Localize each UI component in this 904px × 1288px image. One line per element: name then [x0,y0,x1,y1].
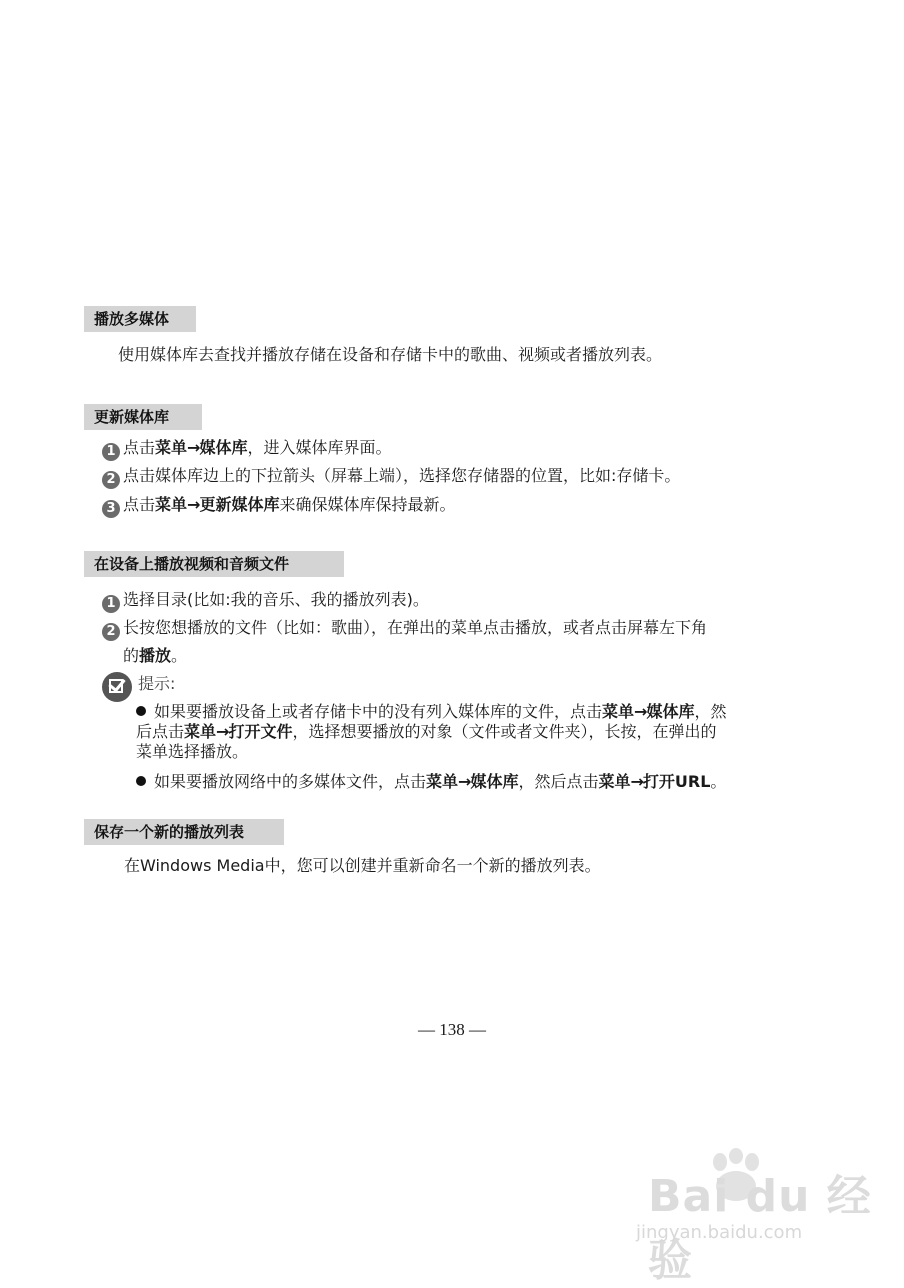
device-step-1: 1 选择目录(比如:我的音乐、我的播放列表)。 [102,590,429,613]
step-number-badge: 3 [102,500,120,518]
step-number-badge: 2 [102,623,120,641]
section-heading-play-on-device: 在设备上播放视频和音频文件 [84,551,344,577]
section-heading-save-playlist: 保存一个新的播放列表 [84,819,284,845]
step-number-badge: 2 [102,471,120,489]
update-step-2: 2 点击媒体库边上的下拉箭头（屏幕上端），选择您存储器的位置，比如:存储卡。 [102,466,680,489]
bullet-dot-icon [136,706,146,716]
update-step-1: 1 点击菜单→媒体库，进入媒体库界面。 [102,438,391,461]
bullet-dot-icon [136,776,146,786]
device-step-2: 2 长按您想播放的文件（比如：歌曲），在弹出的菜单点击播放，或者点击屏幕左下角 [102,618,707,641]
device-step-2-continued: 的播放。 [123,646,188,665]
section-heading-play-media: 播放多媒体 [84,306,196,332]
step-number-badge: 1 [102,443,120,461]
tip-label: 提示: [138,674,176,693]
tip-item-2: 如果要播放网络中的多媒体文件，点击菜单→媒体库，然后点击菜单→打开URL。 [136,772,726,792]
watermark-url: jingyan.baidu.com [636,1222,803,1243]
save-playlist-text: 在Windows Media中，您可以创建并重新命名一个新的播放列表。 [124,856,601,875]
watermark-brand: Bai du 经验 [648,1171,872,1286]
section-heading-update-library: 更新媒体库 [84,404,202,430]
update-step-3: 3 点击菜单→更新媒体库来确保媒体库保持最新。 [102,495,455,518]
step-number-badge: 1 [102,595,120,613]
play-media-text: 使用媒体库去查找并播放存储在设备和存储卡中的歌曲、视频或者播放列表。 [118,345,663,364]
checkbox-tip-icon [102,672,132,702]
tip-item-1: 如果要播放设备上或者存储卡中的没有列入媒体库的文件，点击菜单→媒体库，然 后点击菜单→打开文件，选择想要播放的对象（文件或者文件夹），长按，在弹出的 菜单选择播放。 [136,702,727,761]
page-number: — 138 — [418,1020,486,1039]
